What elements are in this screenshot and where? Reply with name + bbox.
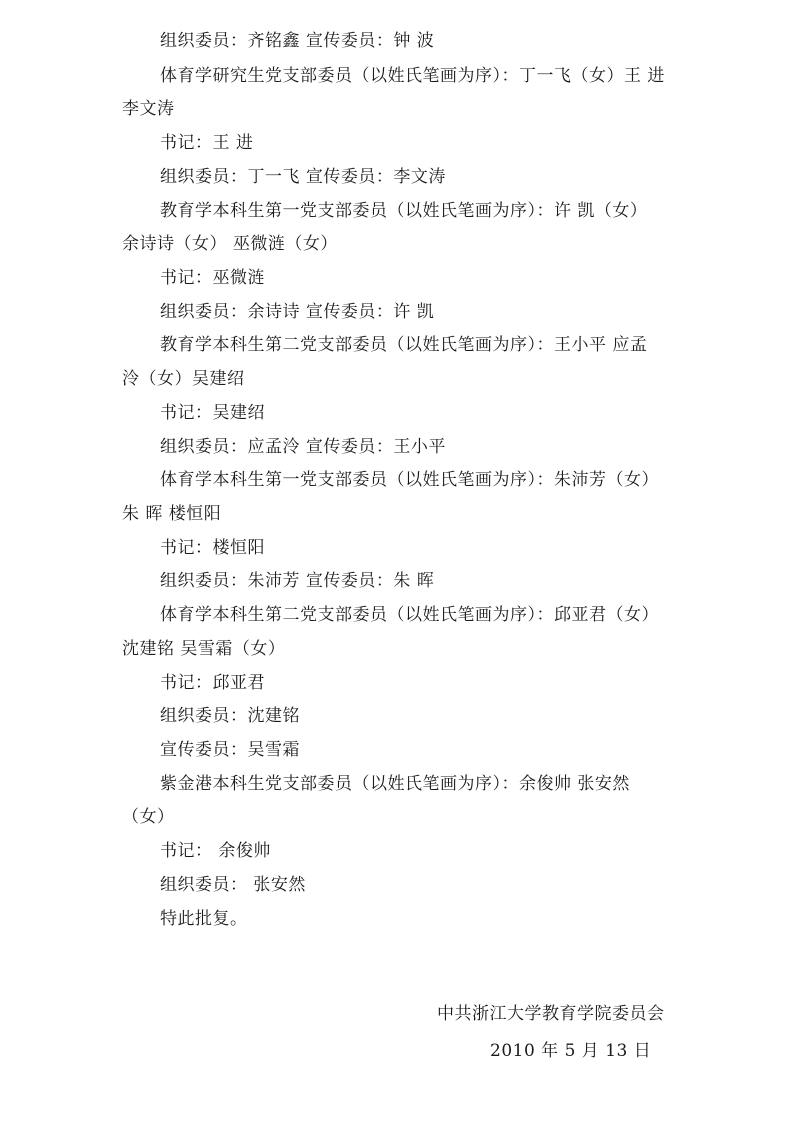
text-line: 紫金港本科生党支部委员（以姓氏笔画为序）：余俊帅 张安然 <box>160 774 630 794</box>
text-line: 书记：吴建绍 <box>160 403 265 423</box>
text-line: 体育学本科生第二党支部委员（以姓氏笔画为序）：邱亚君（女） <box>160 605 659 625</box>
text-line: 体育学研究生党支部委员（以姓氏笔画为序）：丁一飞（女）王 进 <box>160 66 665 86</box>
text-line: 组织委员：齐铭鑫 宣传委员：钟 波 <box>160 31 435 51</box>
signature-date: 2010 年 5 月 13 日 <box>490 1041 652 1061</box>
text-line: 教育学本科生第一党支部委员（以姓氏笔画为序）：许 凯（女） <box>160 201 648 221</box>
text-line: （女） <box>122 807 175 827</box>
text-line: 余诗诗（女） 巫微涟（女） <box>122 234 338 254</box>
text-line: 朱 晖 楼恒阳 <box>122 504 222 524</box>
text-line: 组织委员：丁一飞 宣传委员：李文涛 <box>160 167 446 187</box>
text-line: 体育学本科生第一党支部委员（以姓氏笔画为序）：朱沛芳（女） <box>160 470 659 490</box>
text-line: 组织委员：沈建铭 <box>160 706 300 726</box>
text-line: 泠（女）吴建绍 <box>122 369 245 389</box>
text-line: 组织委员： 张安然 <box>160 875 306 895</box>
text-line: 沈建铭 吴雪霜（女） <box>122 639 286 659</box>
text-line: 特此批复。 <box>160 909 248 929</box>
text-line: 李文涛 <box>122 99 175 119</box>
text-line: 宣传委员：吴雪霜 <box>160 740 300 760</box>
text-line: 书记：巫微涟 <box>160 268 265 288</box>
text-line: 组织委员：朱沛芳 宣传委员：朱 晖 <box>160 571 435 591</box>
text-line: 组织委员：余诗诗 宣传委员：许 凯 <box>160 302 435 322</box>
signature-organization: 中共浙江大学教育学院委员会 <box>437 1004 665 1024</box>
text-line: 书记： 余俊帅 <box>160 841 271 861</box>
text-line: 组织委员：应孟泠 宣传委员：王小平 <box>160 437 446 457</box>
text-line: 书记：邱亚君 <box>160 673 265 693</box>
text-line: 书记：楼恒阳 <box>160 538 265 558</box>
text-line: 书记：王 进 <box>160 133 254 153</box>
text-line: 教育学本科生第二党支部委员（以姓氏笔画为序）：王小平 应孟 <box>160 335 648 355</box>
